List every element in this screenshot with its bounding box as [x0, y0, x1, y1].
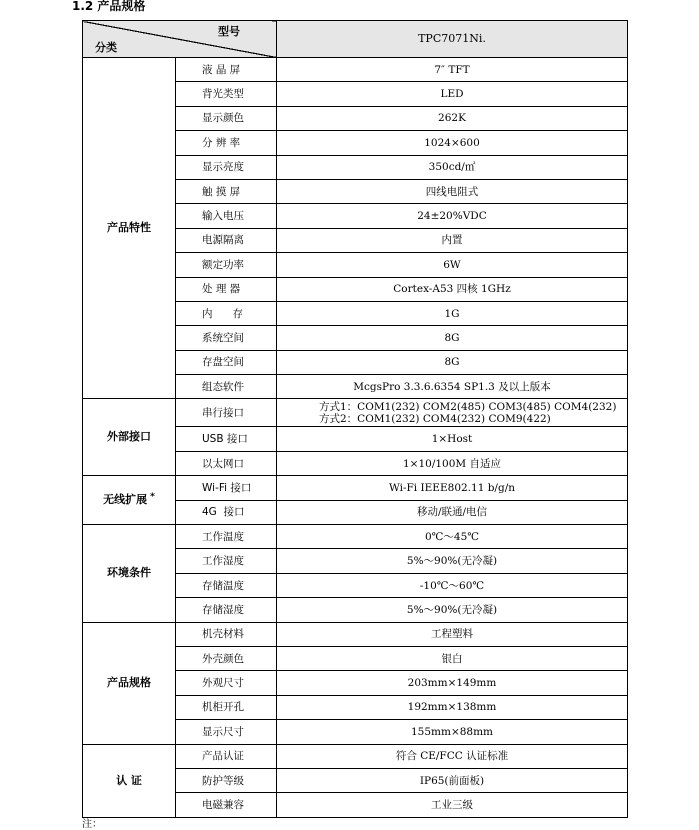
footnote: 注：	[82, 819, 102, 830]
category-cell	[83, 744, 176, 817]
spec-item-label: 外观尺寸	[176, 671, 277, 695]
spec-item-value: 1024×600	[277, 131, 628, 155]
header-diagonal-cell	[83, 21, 277, 58]
spec-item-value: 1G	[277, 301, 628, 325]
spec-item-value: 192mm×138mm	[277, 695, 628, 719]
spec-item-label: 工作温度	[176, 525, 277, 549]
spec-item-label: 显示亮度	[176, 155, 277, 179]
spec-item-value: McgsPro 3.3.6.6354 SP1.3 及以上版本	[277, 375, 628, 399]
table-row	[83, 525, 628, 549]
header-model-value: TPC7071Ni.	[277, 21, 628, 58]
spec-item-label: 以太网口	[176, 451, 277, 475]
spec-item-label: 系统空间	[176, 326, 277, 350]
spec-item-label: 工作湿度	[176, 549, 277, 573]
spec-item-label: 处 理 器	[176, 277, 277, 301]
spec-item-value: Cortex-A53 四核 1GHz	[277, 277, 628, 301]
spec-item-label: 电源隔离	[176, 228, 277, 252]
spec-item-value: Wi-Fi IEEE802.11 b/g/n	[277, 476, 628, 500]
section-title: 1.2 产品规格	[72, 0, 146, 13]
category-label: 产品特性	[107, 221, 151, 235]
spec-item-value: 工程塑料	[277, 622, 628, 646]
spec-value-line: 方式1：COM1(232) COM2(485) COM3(485) COM4(232)	[319, 400, 617, 413]
spec-item-label: 输入电压	[176, 204, 277, 228]
header-model-label: 型号	[218, 25, 240, 38]
spec-item-label: 4G 接口	[176, 500, 277, 524]
category-cell	[83, 525, 176, 623]
category-cell	[83, 622, 176, 744]
spec-item-value: 203mm×149mm	[277, 671, 628, 695]
spec-item-label: 存储湿度	[176, 598, 277, 622]
spec-item-label: 存盘空间	[176, 350, 277, 374]
spec-item-value: 24±20%VDC	[277, 204, 628, 228]
spec-item-label: USB 接口	[176, 427, 277, 451]
spec-item-value: 移动/联通/电信	[277, 500, 628, 524]
spec-item-value: 内置	[277, 228, 628, 252]
category-label: 环境条件	[107, 566, 151, 580]
spec-item-value: 7″ TFT	[277, 58, 628, 82]
header-category-label: 分类	[95, 41, 117, 54]
spec-value-line: 方式2：COM1(232) COM4(232) COM9(422)	[319, 412, 551, 425]
spec-item-label: 内 存	[176, 301, 277, 325]
spec-item-value: 0℃～45℃	[277, 525, 628, 549]
spec-item-label: 电磁兼容	[176, 793, 277, 817]
table-row	[83, 476, 628, 500]
spec-item-value: LED	[277, 82, 628, 106]
spec-item-value: 6W	[277, 253, 628, 277]
spec-item-value: -10℃～60℃	[277, 573, 628, 597]
table-row	[83, 58, 628, 82]
category-cell	[83, 399, 176, 476]
spec-item-value: 5%～90%(无冷凝)	[277, 598, 628, 622]
category-label: 产品规格	[107, 676, 151, 690]
table-row	[83, 744, 628, 768]
spec-item-label: 串行接口	[176, 399, 277, 427]
spec-item-label: 分 辨 率	[176, 131, 277, 155]
spec-item-value: 1×Host	[277, 427, 628, 451]
spec-item-label: 触 摸 屏	[176, 179, 277, 203]
spec-item-label: 存储温度	[176, 573, 277, 597]
footnote-mark: *	[150, 492, 155, 503]
header-row	[83, 21, 628, 58]
spec-item-value: IP65(前面板)	[277, 768, 628, 792]
category-label: 无线扩展	[103, 493, 148, 507]
spec-item-label: Wi-Fi 接口	[176, 476, 277, 500]
spec-item-value: 155mm×88mm	[277, 720, 628, 744]
spec-item-value: 8G	[277, 326, 628, 350]
spec-item-value: 1×10/100M 自适应	[277, 451, 628, 475]
spec-item-value: 银白	[277, 646, 628, 670]
category-cell	[83, 476, 176, 525]
table-row	[83, 399, 628, 427]
category-cell	[83, 58, 176, 399]
category-label: 外部接口	[107, 430, 151, 444]
spec-item-label: 显示尺寸	[176, 720, 277, 744]
spec-item-label: 组态软件	[176, 375, 277, 399]
spec-item-value: 8G	[277, 350, 628, 374]
spec-item-label: 外壳颜色	[176, 646, 277, 670]
spec-item-value: 350cd/㎡	[277, 155, 628, 179]
spec-item-label: 额定功率	[176, 253, 277, 277]
spec-item-value: 工业三级	[277, 793, 628, 817]
spec-item-value: 262K	[277, 106, 628, 130]
spec-table	[82, 20, 628, 818]
spec-item-value	[277, 399, 628, 427]
spec-item-value: 符合 CE/FCC 认证标准	[277, 744, 628, 768]
spec-item-label: 显示颜色	[176, 106, 277, 130]
spec-item-value: 5%～90%(无冷凝)	[277, 549, 628, 573]
spec-item-label: 液 晶 屏	[176, 58, 277, 82]
table-row	[83, 622, 628, 646]
spec-item-label: 机柜开孔	[176, 695, 277, 719]
spec-item-value: 四线电阻式	[277, 179, 628, 203]
spec-item-label: 机壳材料	[176, 622, 277, 646]
spec-item-label: 背光类型	[176, 82, 277, 106]
spec-item-label: 防护等级	[176, 768, 277, 792]
category-label: 认 证	[116, 773, 142, 787]
spec-item-label: 产品认证	[176, 744, 277, 768]
